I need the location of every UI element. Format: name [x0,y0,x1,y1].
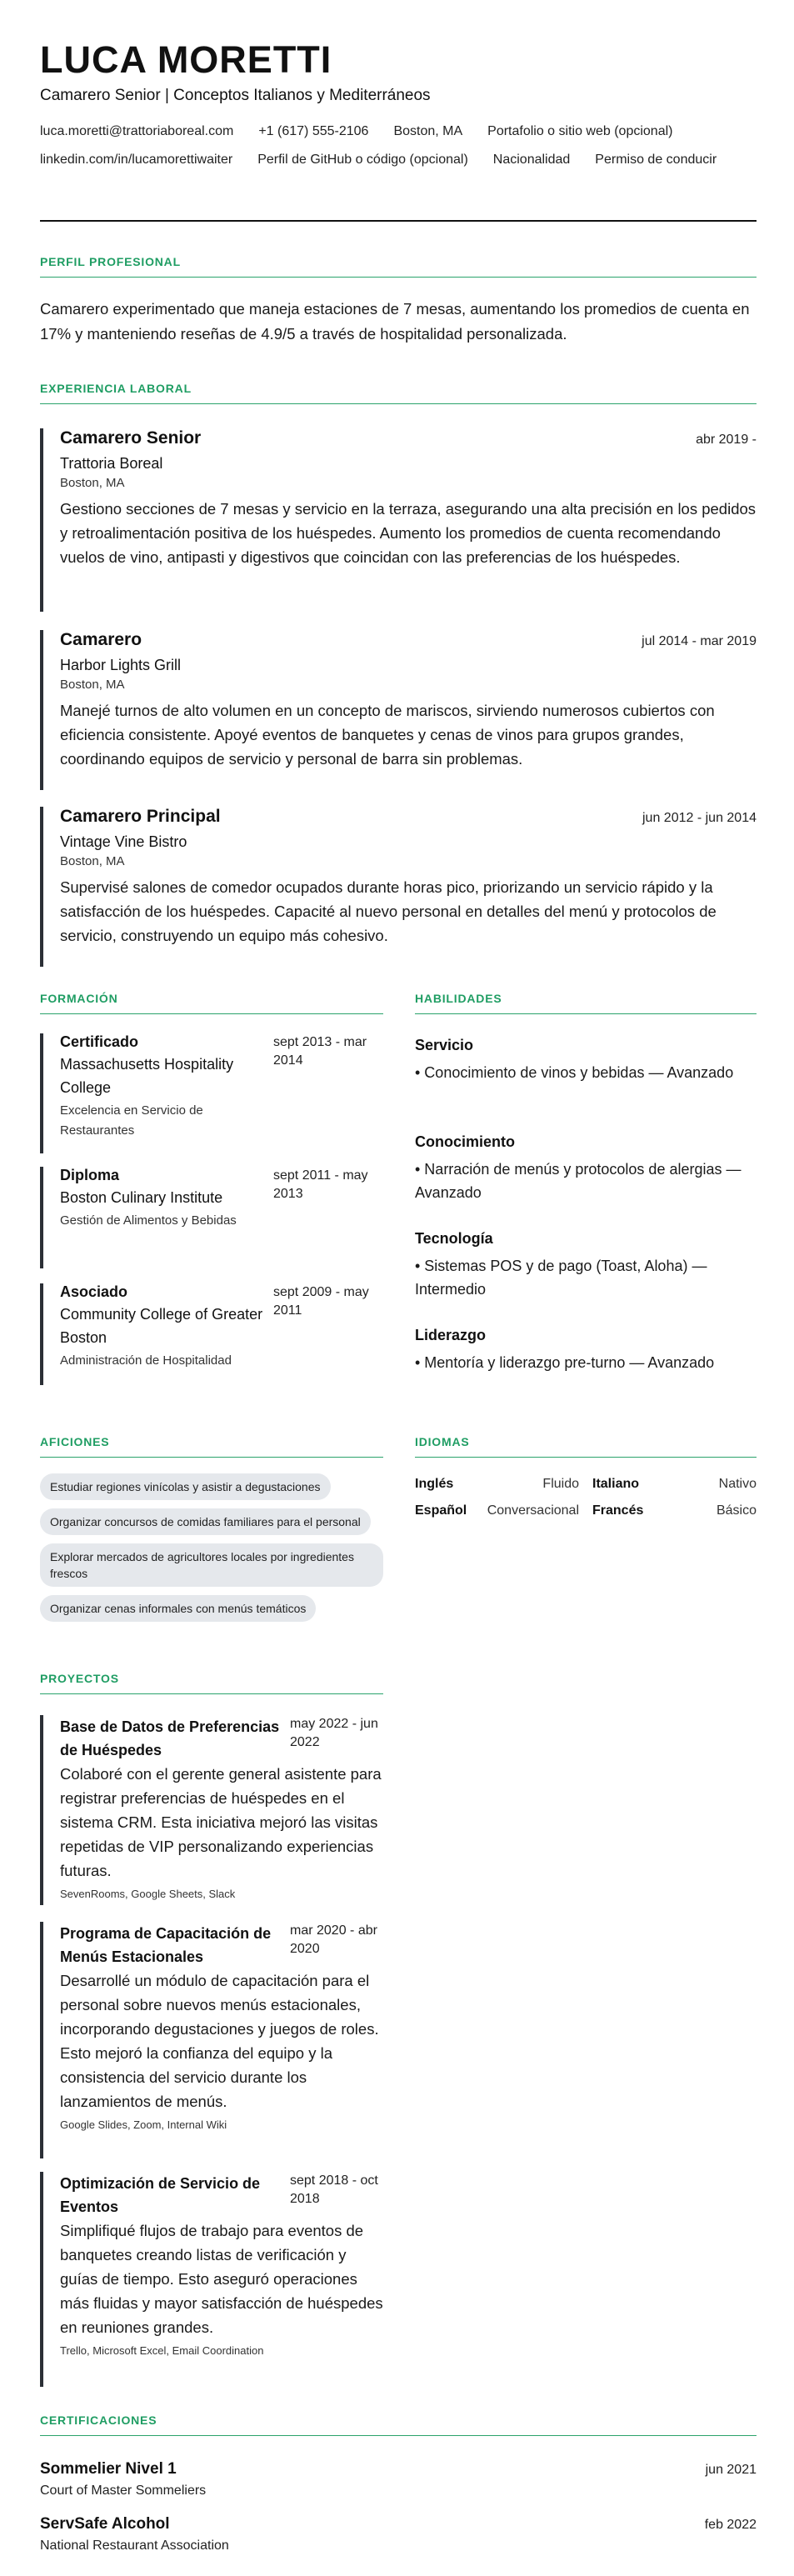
company-name: Harbor Lights Grill [60,657,182,673]
interest-chip: Estudiar regiones vinícolas y asistir a degustaciones [40,1473,331,1500]
project-title: Programa de Capacitación de Menús Estacionales [60,1925,272,1965]
project-description: Simplifiqué flujos de trabajo para eventos de banquetes creando listas de verificación y guías de tiempo. Esto aseguró operaciones más fluidas y mayor satisfacción de huéspedes en reuniones grandes. [60,2222,383,2336]
section-heading-projects: PROYECTOS [40,1672,383,1694]
project-entry [40,1922,383,2158]
contact-phone[interactable]: +1 (617) 555-2106 [258,124,369,138]
field-of-study: Gestión de Alimentos y Bebidas [60,1213,237,1228]
project-title: Base de Datos de Preferencias de Huéspedes [60,1718,280,1758]
job-description: Gestiono secciones de 7 mesas y servicio en la terraza, asegurando una alta precisión en los pedidos y retroalimentación positiva de los huéspedes. Aumento los promedios de cuenta recomendando vuelos de vino, antipasti y digestivos que coincidan con las preferencias de los huéspedes. [60,500,757,566]
job-dates: abr 2019 - [696,433,757,447]
language-name: Inglés [415,1477,454,1491]
job-description: Manejé turnos de alto volumen en un concepto de mariscos, sirviendo numerosos cubiertos con eficiencia consistente. Apoyé eventos de banquetes y cenas de vinos para grupos grandes, coordinando equipos de servicio y personal de barra sin problemas. [60,702,715,768]
education-entry [40,1167,383,1268]
skill-category: Tecnología [415,1230,493,1247]
summary-text: Camarero experimentado que maneja estaciones de 7 mesas, aumentando los promedios de cuenta en 17% y manteniendo reseñas de 4.9/5 a través de hospitalidad personalizada. [40,300,750,343]
language-item [415,1477,579,1492]
language-level: Conversacional [487,1503,579,1518]
contact-location: Boston, MA [393,124,463,138]
certification-entry [40,2515,757,2553]
contact-portfolio[interactable]: Portafolio o sitio web (opcional) [487,124,673,138]
project-entry [40,1715,383,1905]
skill-group [415,1230,757,1301]
school-name: Massachusetts Hospitality College [60,1056,234,1096]
language-level: Básico [716,1503,757,1518]
candidate-name: LUCA MORETTI [40,38,332,81]
language-item [592,1477,757,1492]
section-heading-interests: AFICIONES [40,1435,383,1458]
language-name: Italiano [592,1477,640,1491]
interest-chip: Organizar concursos de comidas familiares para el personal [40,1508,371,1535]
job-dates: jun 2012 - jun 2014 [642,811,757,825]
degree: Asociado [60,1283,128,1300]
project-tools: Google Slides, Zoom, Internal Wiki [60,2118,227,2131]
school-name: Boston Culinary Institute [60,1189,223,1206]
interest-chip: Organizar cenas informales con menús temáticos [40,1595,316,1622]
project-description: Desarrollé un módulo de capacitación para el personal sobre nuevos menús estacionales, incorporando degustaciones y juegos de roles. Esto mejoró la confianza del equipo y la consistencia del servicio durante los lanzamientos de menús. [60,1972,379,2110]
languages-list [415,1477,757,1518]
skill-group [415,1133,757,1204]
language-item [592,1503,757,1518]
field-of-study: Excelencia en Servicio de Restaurantes [60,1103,203,1138]
project-title: Optimización de Servicio de Eventos [60,2175,261,2215]
education-entry [40,1283,383,1385]
job-title: Camarero Senior [60,428,202,448]
education-dates: sept 2013 - mar 2014 [273,1035,367,1068]
project-entry [40,2172,383,2387]
interests-list [40,1473,383,1622]
interest-chip: Explorar mercados de agricultores locales por ingredientes frescos [40,1543,383,1587]
section-heading-skills: HABILIDADES [415,992,757,1014]
skill-group [415,1327,757,1374]
field-of-study: Administración de Hospitalidad [60,1353,232,1368]
headline: Camarero Senior | Conceptos Italianos y Mediterráneos [40,87,431,104]
certification-date: feb 2022 [704,2518,757,2532]
contact-linkedin[interactable]: linkedin.com/in/lucamorettiwaiter [40,153,233,167]
job-description: Supervisé salones de comedor ocupados durante horas pico, priorizando un servicio rápido y la satisfacción de los huéspedes. Capacité al nuevo personal en detalles del menú y protocolos de servicio, construyendo un equipo más cohesivo. [60,878,717,944]
job-title: Camarero Principal [60,807,221,826]
education-dates: sept 2011 - may 2013 [273,1168,368,1201]
section-heading-certifications: CERTIFICACIONES [40,2413,757,2436]
section-heading-languages: IDIOMAS [415,1435,757,1458]
skill-category: Servicio [415,1037,474,1053]
certification-name: ServSafe Alcohol [40,2515,170,2533]
certification-issuer: National Restaurant Association [40,2538,229,2553]
language-name: Español [415,1503,467,1518]
contact-nationality: Nacionalidad [492,153,571,167]
skill-item: • Conocimiento de vinos y bebidas — Avanzado [415,1064,734,1081]
section-heading-summary: PERFIL PROFESIONAL [40,255,757,278]
language-level: Nativo [718,1477,757,1491]
certification-entry [40,2460,757,2498]
certification-date: jun 2021 [705,2463,757,2477]
language-item [415,1503,579,1518]
project-dates: may 2022 - jun 2022 [290,1717,378,1749]
certification-name: Sommelier Nivel 1 [40,2460,177,2478]
skill-item: • Sistemas POS y de pago (Toast, Aloha) — Intermedio [415,1258,707,1298]
section-heading-experience: EXPERIENCIA LABORAL [40,382,757,404]
school-name: Community College of Greater Boston [60,1306,263,1346]
skill-item: • Mentoría y liderazgo pre-turno — Avanzado [415,1354,715,1371]
skill-item: • Narración de menús y protocolos de alergias — Avanzado [415,1161,742,1201]
job-location: Boston, MA [60,854,125,868]
language-name: Francés [592,1503,644,1518]
contact-license: Permiso de conducir [595,153,717,167]
contact-github[interactable]: Perfil de GitHub o código (opcional) [257,153,468,167]
section-heading-education: FORMACIÓN [40,992,383,1014]
education-dates: sept 2009 - may 2011 [273,1285,369,1318]
project-dates: sept 2018 - oct 2018 [290,2173,378,2206]
skill-category: Conocimiento [415,1133,515,1150]
skill-category: Liderazgo [415,1327,487,1343]
experience-entry [40,807,757,967]
project-tools: Trello, Microsoft Excel, Email Coordination [60,2344,264,2357]
job-location: Boston, MA [60,476,125,490]
skill-group [415,1037,757,1084]
contact-email[interactable]: luca.moretti@trattoriaboreal.com [40,124,234,138]
education-entry [40,1033,383,1153]
project-description: Colaboré con el gerente general asistente para registrar preferencias de huéspedes en el sistema CRM. Esta iniciativa mejoró las visitas repetidas de VIP personalizando experiencias futuras. [60,1765,382,1879]
project-dates: mar 2020 - abr 2020 [290,1923,377,1956]
job-location: Boston, MA [60,678,125,692]
header-divider [40,220,757,222]
experience-entry [40,428,757,612]
language-level: Fluido [542,1477,579,1491]
project-tools: SevenRooms, Google Sheets, Slack [60,1888,236,1900]
company-name: Trattoria Boreal [60,455,163,472]
experience-entry [40,630,757,790]
job-dates: jul 2014 - mar 2019 [642,634,757,648]
degree: Diploma [60,1167,120,1183]
company-name: Vintage Vine Bistro [60,833,187,850]
job-title: Camarero [60,630,142,649]
certification-issuer: Court of Master Sommeliers [40,2483,207,2498]
degree: Certificado [60,1033,139,1050]
contact-info [40,123,757,168]
